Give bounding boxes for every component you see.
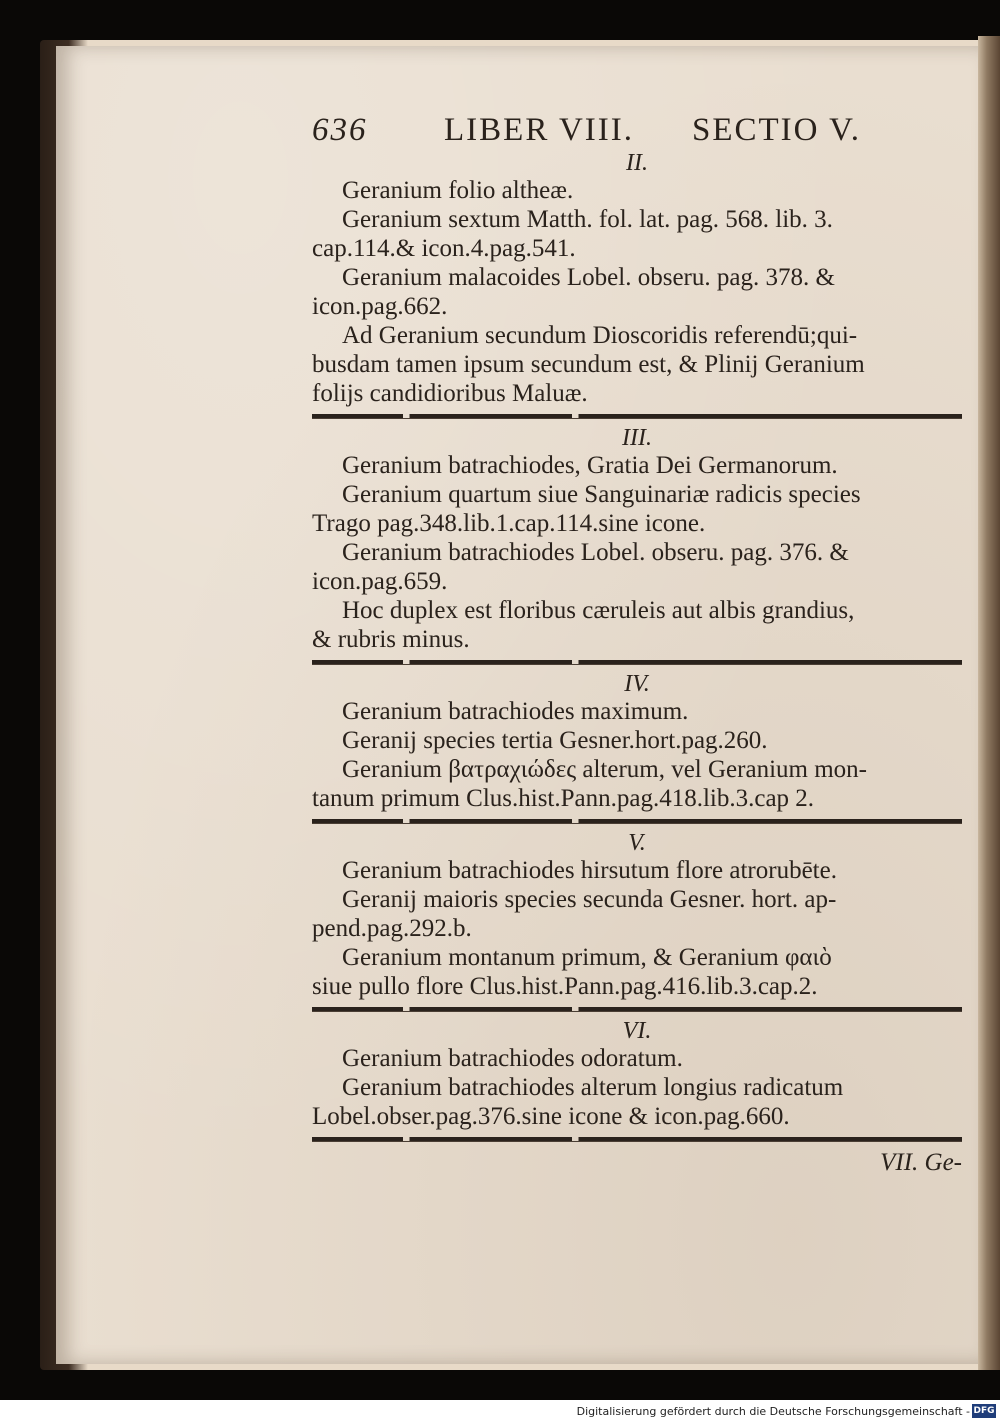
sections-container	[312, 150, 962, 1142]
text-line: Lobel.obser.pag.376.sine icone & icon.pag.660.	[312, 1103, 790, 1130]
text-line: Geranij maioris species secunda Gesner. hort. ap-	[342, 886, 837, 913]
text-line: icon.pag.659.	[312, 568, 448, 595]
catchword: VII. Ge-	[880, 1149, 962, 1176]
section-title: SECTIO V.	[692, 112, 861, 148]
text-line: Ad Geranium secundum Dioscoridis referendū;qui-	[342, 322, 858, 349]
text-line: Geranium malacoides Lobel. obseru. pag. 378. &	[342, 264, 835, 291]
text-line: Hoc duplex est floribus cæruleis aut albis grandius,	[342, 597, 855, 624]
text-line: Geranium batrachiodes odoratum.	[342, 1045, 683, 1072]
text-line: Geranium batrachiodes alterum longius radicatum	[342, 1074, 844, 1101]
text-line: Geranij species tertia Gesner.hort.pag.260.	[342, 727, 768, 754]
text-line: icon.pag.662.	[312, 293, 448, 320]
text-line: siue pullo flore Clus.hist.Pann.pag.416.lib.3.cap.2.	[312, 973, 818, 1000]
text-line: Geranium folio altheæ.	[342, 177, 574, 204]
text-line: Geranium quartum siue Sanguinariæ radicis species	[342, 481, 861, 508]
text-line: & rubris minus.	[312, 626, 470, 653]
page-number: 636	[312, 112, 368, 148]
text-line: Geranium sextum Matth. fol. lat. pag. 568. lib. 3.	[342, 206, 833, 233]
text-line: Geranium βατραχιώδες alterum, vel Geranium mon-	[342, 756, 867, 783]
footer-credit: Digitalisierung gefördert durch die Deutsche Forschungsgemeinschaft -	[576, 1405, 970, 1418]
text-line: busdam tamen ipsum secundum est, & Plinij Geranium	[312, 351, 865, 378]
section-rule	[312, 819, 962, 824]
section-rule	[312, 1137, 962, 1142]
page-edge-strip	[978, 36, 1000, 1370]
book-title: LIBER VIII.	[444, 112, 635, 148]
dfg-logo-icon: DFG	[973, 1406, 995, 1416]
page-content	[312, 112, 962, 1178]
text-line: Trago pag.348.lib.1.cap.114.sine icone.	[312, 510, 706, 537]
running-head	[312, 112, 962, 150]
section-rule	[312, 1007, 962, 1012]
section-rule	[312, 414, 962, 419]
section-numeral: III.	[622, 425, 652, 451]
section-rule	[312, 660, 962, 665]
section-numeral: II.	[626, 150, 648, 176]
text-line: folijs candidioribus Maluæ.	[312, 380, 588, 407]
text-line: Geranium batrachiodes, Gratia Dei Germanorum.	[342, 452, 838, 479]
text-line: tanum primum Clus.hist.Pann.pag.418.lib.3.cap 2.	[312, 785, 815, 812]
text-line: pend.pag.292.b.	[312, 915, 472, 942]
section-numeral: V.	[628, 830, 646, 856]
text-line: Geranium montanum primum, & Geranium φαιὸ	[342, 944, 832, 971]
text-line: Geranium batrachiodes maximum.	[342, 698, 689, 725]
text-line: Geranium batrachiodes Lobel. obseru. pag. 376. &	[342, 539, 849, 566]
section-numeral: VI.	[622, 1018, 652, 1044]
digitization-footer	[0, 1400, 1000, 1423]
section-numeral: IV.	[624, 671, 650, 697]
text-line: cap.114.& icon.4.pag.541.	[312, 235, 576, 262]
text-line: Geranium batrachiodes hirsutum flore atrorubēte.	[342, 857, 837, 884]
